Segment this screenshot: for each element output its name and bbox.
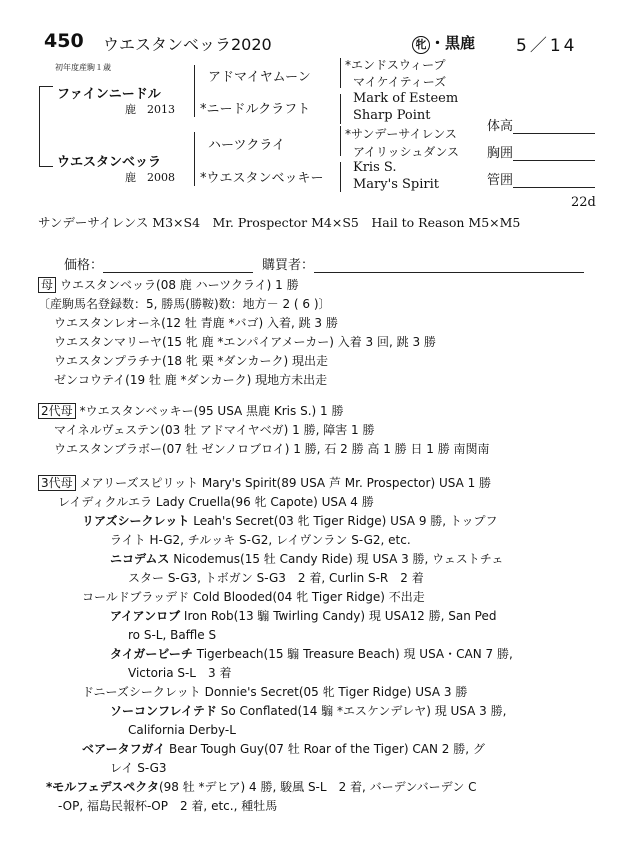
- buyer-field: [262, 254, 584, 273]
- gen2-sire-dam: *ニードルクラフト: [200, 102, 311, 117]
- sex-mark: 牝: [412, 36, 430, 54]
- gen3-line: [38, 607, 608, 626]
- gen3-line: [38, 550, 608, 569]
- gen2-dam-dam: *ウエスタンベッキー: [200, 171, 324, 186]
- descendant-detail: ro S-L, Baffle S: [128, 628, 217, 642]
- dam-name: ウエスタンベッラ: [57, 155, 162, 170]
- gen3-line: [38, 493, 608, 512]
- lot-number: 450: [44, 30, 84, 52]
- gen3-line-first: 3代母 メアリーズスピリット Mary's Spirit(89 USA 芦 Mr. Prospector) USA 1 勝: [38, 474, 608, 493]
- buyer-label: 購買者：: [262, 258, 315, 273]
- descendant-name: *モルフェデスペクタ: [46, 780, 159, 794]
- price-label: 価格：: [64, 258, 104, 273]
- dam-line-4: ウエスタンプラチナ(18 牝 栗 *ダンカーク) 現出走: [54, 354, 329, 368]
- gen3-line: [38, 512, 608, 531]
- gen2-sire-sire: アドマイヤムーン: [208, 70, 311, 85]
- inbreeding-line: サンデーサイレンス M3×S4 Mr. Prospector M4×S5 Hail to Reason M5×M5: [38, 215, 521, 230]
- gen3-1: *エンドスウィープ: [345, 58, 446, 72]
- descendant-name: リアズシークレット: [82, 514, 190, 528]
- gen3-line: [38, 702, 608, 721]
- cannon-field: [487, 169, 595, 188]
- gen3-3: Mark of Esteem: [353, 91, 459, 106]
- gen2-label: 2代母: [38, 403, 76, 419]
- descendant-detail: Victoria S-L 3 着: [128, 666, 232, 680]
- bracket-gen1: [39, 86, 40, 166]
- gen2-line-0: 2代母 *ウエスタンベッキー(95 USA 黒鹿 Kris S.) 1 勝: [38, 402, 490, 421]
- horse-name: ウエスタンベッラ2020: [103, 35, 272, 54]
- gen3-line: [38, 683, 608, 702]
- descendant-detail: コールドブラッデド Cold Blooded(04 牝 Tiger Ridge) 不出走: [82, 590, 425, 604]
- gen3-line: [38, 645, 608, 664]
- girth-label: 胸囲: [487, 146, 514, 161]
- descendant-detail: -OP, 福島民報杯-OP 2 着, etc., 種牡馬: [58, 799, 278, 813]
- descendant-name: ソーコンフレイテド: [110, 704, 217, 718]
- gen3-section: [38, 474, 608, 816]
- gen3-6: アイリッシュダンス: [353, 145, 459, 159]
- gen2-section: [38, 402, 490, 459]
- gen3-5: *サンデーサイレンス: [345, 127, 457, 141]
- sire-info: 鹿 2013: [125, 103, 175, 116]
- descendant-detail: California Derby-L: [128, 723, 236, 737]
- sire-name: ファインニードル: [57, 87, 161, 102]
- descendant-detail: Iron Rob(13 騸 Twirling Candy) 現 USA12 勝, San Ped: [180, 609, 497, 623]
- bracket-g3-2: [340, 94, 341, 124]
- gen3-line: [38, 664, 608, 683]
- gen3-8: Mary's Spirit: [353, 177, 439, 192]
- descendant-detail: スター S-G3, トボガン S-G3 2 着, Curlin S-R 2 着: [128, 571, 424, 585]
- dam-line-3: ウエスタンマリーヤ(15 牝 鹿 *エンパイアメーカー) 入着 3 回, 跳 3 勝: [54, 335, 436, 349]
- sire-note: 初年度産駒１歳: [55, 63, 111, 72]
- height-label: 体高: [487, 119, 514, 134]
- descendant-detail: Nicodemus(15 牡 Candy Ride) 現 USA 3 勝, ウェストチェ: [169, 552, 504, 566]
- bracket-sire-side: [194, 65, 195, 117]
- bracket-g3-1: [340, 58, 341, 88]
- descendant-detail: Bear Tough Guy(07 牡 Roar of the Tiger) CAN 2 勝, グ: [165, 742, 485, 756]
- gen3-line: [38, 759, 608, 778]
- bracket-gen1-top: [39, 86, 53, 87]
- descendant-detail: Leah's Secret(03 牝 Tiger Ridge) USA 9 勝, トップフ: [189, 514, 498, 528]
- gen3-lines: [38, 493, 608, 816]
- descendant-detail: So Conflated(14 騸 *エスケンデレヤ) 現 USA 3 勝,: [216, 704, 507, 718]
- girth-field: [487, 142, 595, 161]
- birth-date: 5／14: [516, 36, 578, 56]
- bracket-dam-side: [194, 132, 195, 186]
- gen3-line: [38, 740, 608, 759]
- descendant-name: アイアンロブ: [110, 609, 181, 623]
- dam-section: [38, 276, 436, 390]
- price-field: [64, 254, 253, 273]
- descendant-detail: ドニーズシークレット Donnie's Secret(05 牝 Tiger Ridge) USA 3 勝: [82, 685, 468, 699]
- cannon-label: 管囲: [487, 173, 514, 188]
- gen3-label: 3代母: [38, 475, 76, 491]
- coat-label: ・黒鹿: [430, 34, 476, 52]
- gen3-line: [38, 626, 608, 645]
- dam-label: 母: [38, 277, 56, 293]
- descendant-name: タイガービーチ: [110, 647, 193, 661]
- descendant-detail: レイディクルエラ Lady Cruella(96 牝 Capote) USA 4 勝: [58, 495, 374, 509]
- gen3-2: マイケイティーズ: [353, 75, 447, 89]
- gen2-line-2: ウエスタンブラボー(07 牡 ゼンノロブロイ) 1 勝, 石 2 勝 高 1 勝 日 1 勝 南関南: [54, 442, 490, 456]
- gen3-line: [38, 797, 608, 816]
- gen2-dam-sire: ハーツクライ: [208, 138, 285, 153]
- descendant-detail: (98 牡 *デヒア) 4 勝, 駿風 S-L 2 着, バーデンバーデン C: [158, 780, 477, 794]
- gen3-line: [38, 531, 608, 550]
- bracket-g3-3: [340, 126, 341, 156]
- descendant-name: ニコデムス: [110, 552, 170, 566]
- dam-line-5: ゼンコウテイ(19 牡 鹿 *ダンカーク) 現地方未出走: [54, 373, 328, 387]
- bracket-g3-4: [340, 162, 341, 192]
- descendant-name: ベアータフガイ: [82, 742, 166, 756]
- gen3-line: [38, 588, 608, 607]
- gen3-4: Sharp Point: [353, 108, 431, 123]
- descendant-detail: ライト H-G2, チルッキ S-G2, レイヴンラン S-G2, etc.: [110, 533, 411, 547]
- gen3-line: [38, 569, 608, 588]
- dam-line-2: ウエスタンレオーネ(12 牡 青鹿 *バゴ) 入着, 跳 3 勝: [54, 316, 338, 330]
- descendant-detail: Tigerbeach(15 騸 Treasure Beach) 現 USA・CAN 7 勝,: [192, 647, 513, 661]
- sex-coat: [412, 32, 475, 54]
- gen3-7: Kris S.: [353, 160, 397, 175]
- days-label: 22d: [571, 195, 596, 210]
- dam-line-1: 〔産駒馬名登録数：5, 勝馬(勝鞍)数：地方－ 2 ( 6 )〕: [38, 297, 331, 311]
- dam-info: 鹿 2008: [125, 171, 175, 184]
- gen2-line-1: マイネルヴェステン(03 牡 アドマイヤベガ) 1 勝, 障害 1 勝: [54, 423, 375, 437]
- dam-line-0: 母 ウエスタンベッラ(08 鹿 ハーツクライ) 1 勝: [38, 276, 436, 295]
- gen3-line: [38, 778, 608, 797]
- bracket-gen1-bottom: [39, 166, 53, 167]
- gen3-line: [38, 721, 608, 740]
- height-field: [487, 115, 595, 134]
- descendant-detail: レイ S-G3: [110, 761, 167, 775]
